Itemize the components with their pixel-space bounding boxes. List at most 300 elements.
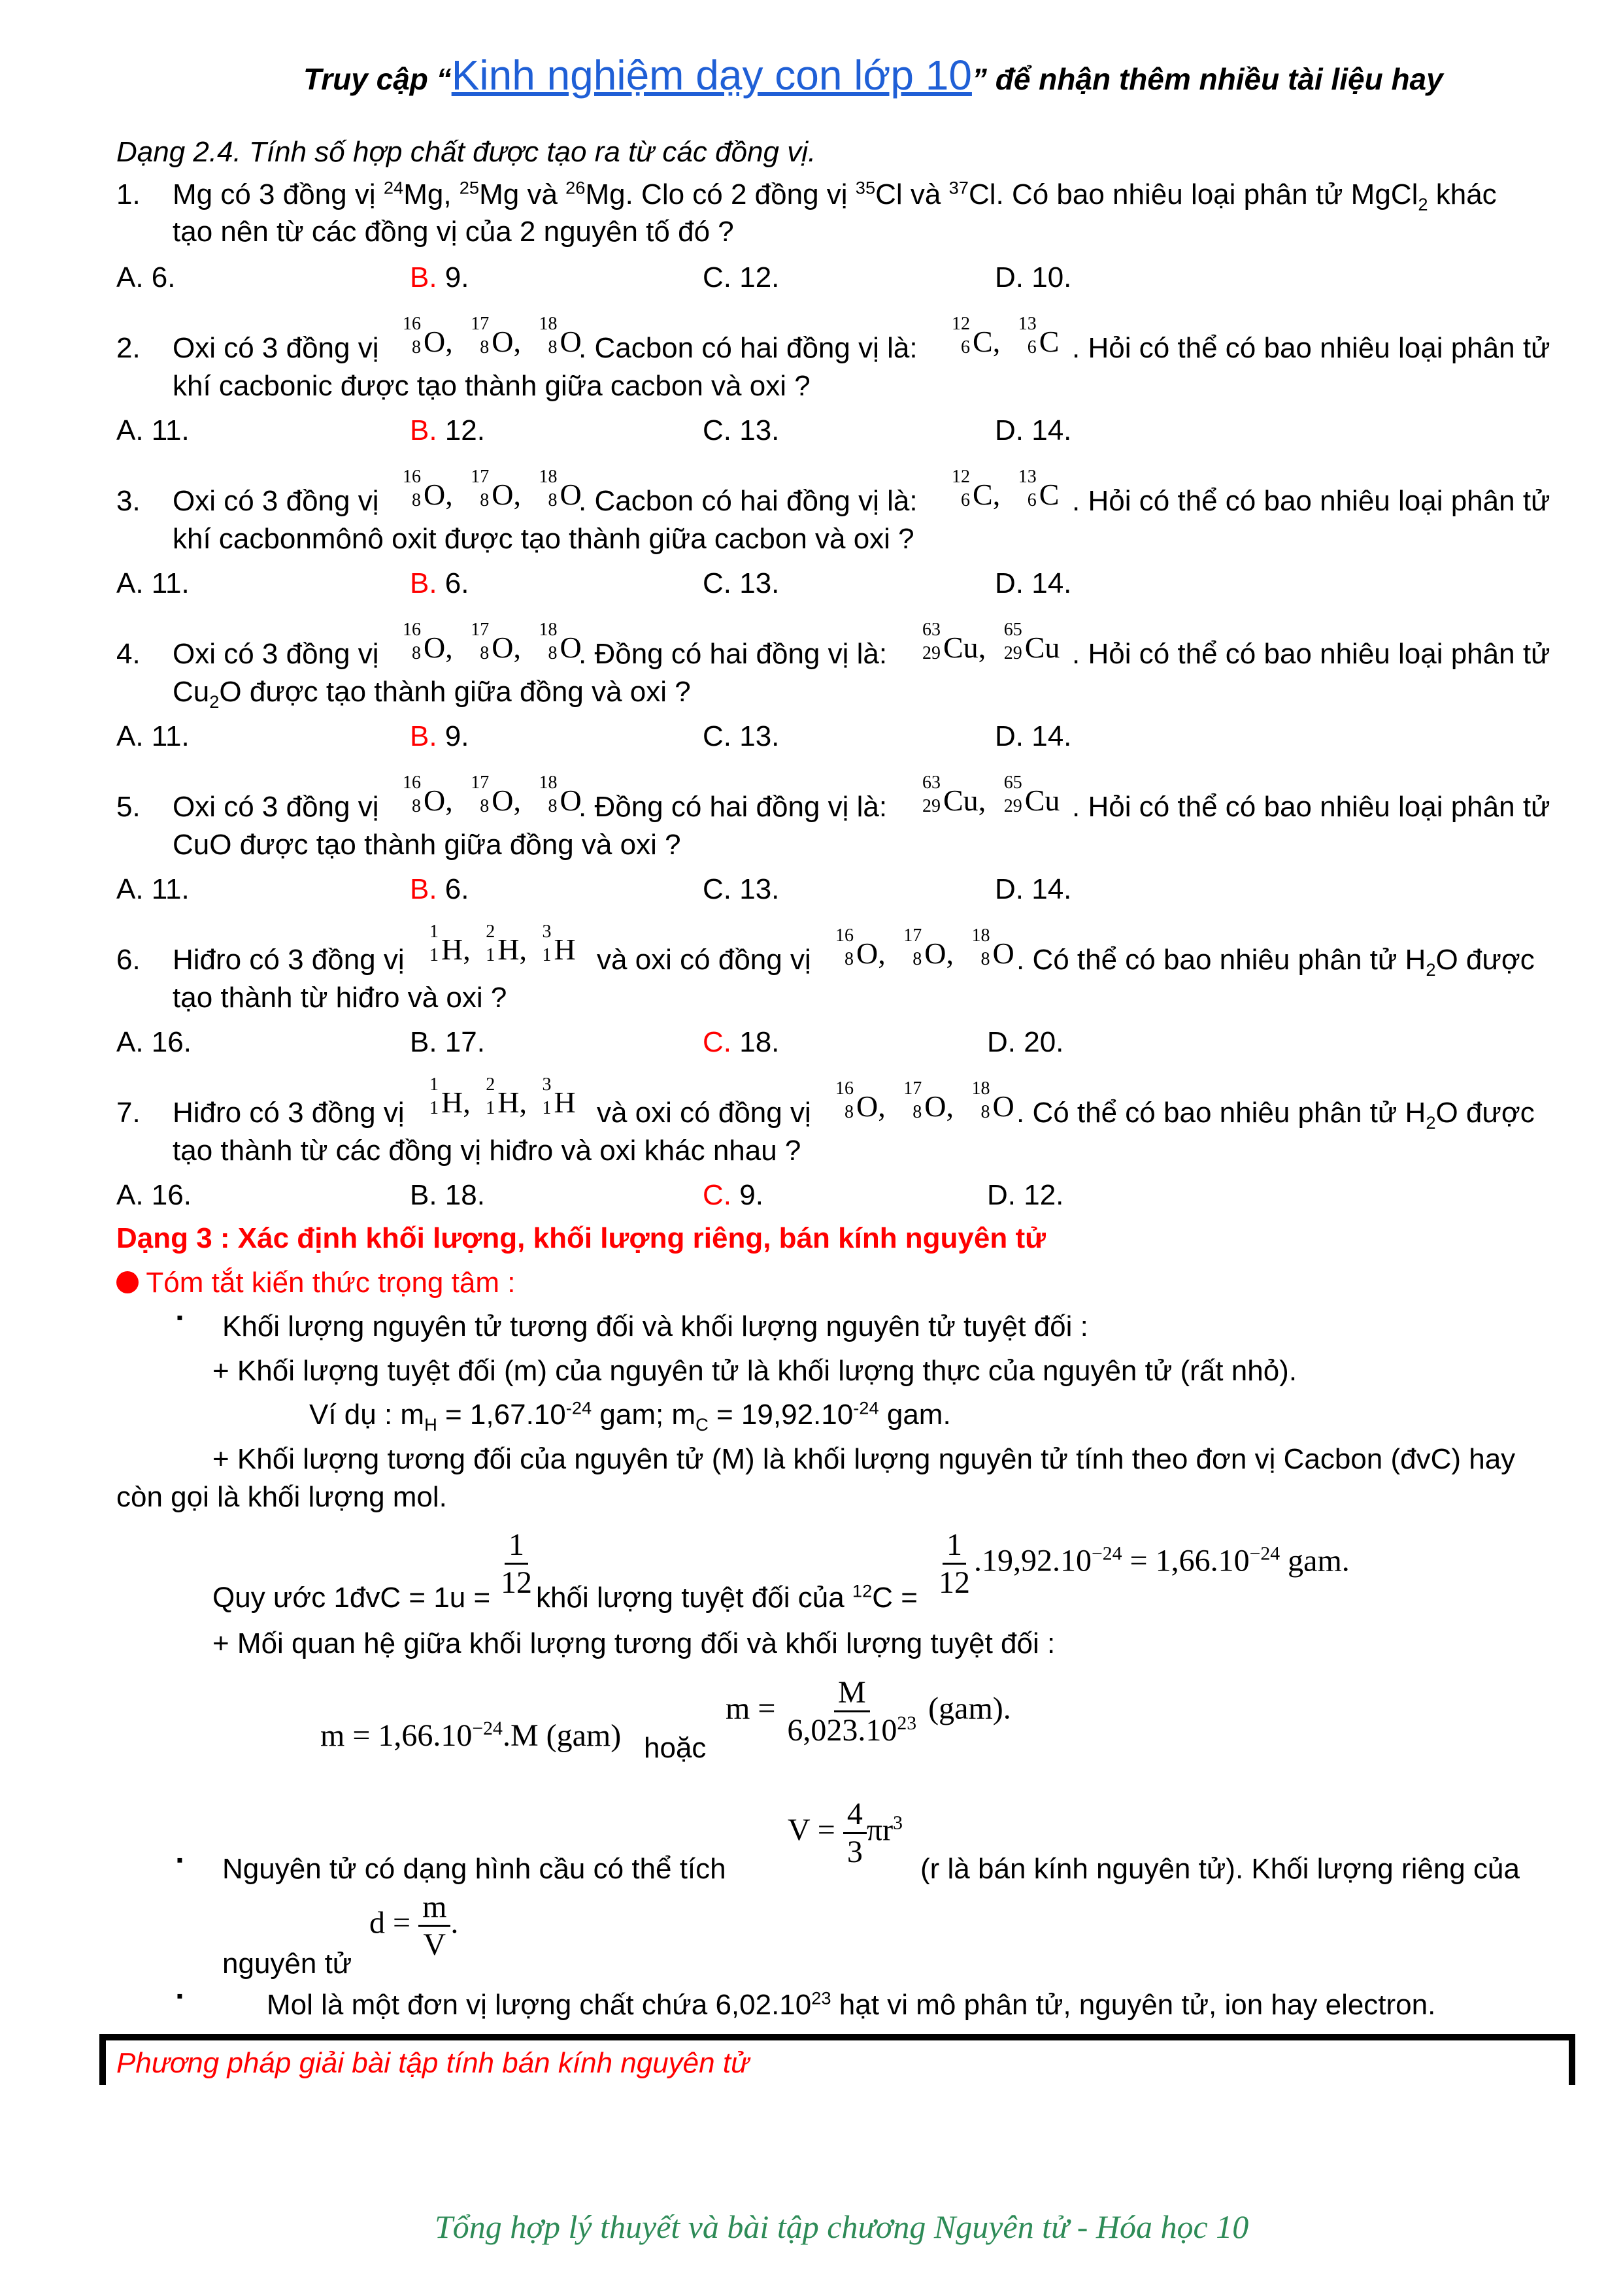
atomic-number: 6 [961,337,970,358]
nuclide-h1 [422,922,441,967]
q7-answer-b: B. 18. [410,1179,485,1211]
example-line [309,1397,951,1435]
atomic-number: 29 [1003,796,1022,816]
header-link[interactable]: Kinh nghiệm dạy con lớp 10 [451,52,972,99]
question-7-mid: và oxi có đồng vị [597,1097,811,1129]
nuclide-o17 [460,620,492,665]
bullet-2-text-c: nguyên tử [222,1948,352,1980]
atomic-number: 8 [480,490,490,510]
question-3-end: . Hỏi có thể có bao nhiêu loại phân tử [1072,485,1550,517]
q6-oxygen-isotopes: 16 8 O, 17 8 O, 18 8 O [825,932,1014,971]
nuclide-o18 [528,773,560,818]
element-symbol: Cu [1024,631,1060,664]
b3-exp: 23 [811,1988,831,2008]
conv-b: khối lượng tuyệt đối của [536,1582,852,1614]
convention-formula [935,1527,1350,1601]
method-box-right-border [1569,2034,1575,2085]
q1-text-3: . Có bao nhiêu loại phân tử MgCl [996,178,1418,210]
q1-answer-d: D. 10. [995,261,1072,293]
question-2-mid: . Cacbon có hai đồng vị là: [578,332,918,364]
q3-answer-b-text: 6. [437,567,469,599]
question-5-intro: Oxi có 3 đồng vị [173,791,379,823]
section-title: Dạng 2.4. Tính số hợp chất được tạo ra từ các đồng vị. [116,136,816,168]
nuclide-o16 [825,1078,856,1124]
q1-cl-1: Cl [875,178,903,210]
formula-2 [726,1674,1011,1748]
element-symbol: O [492,325,514,358]
convention-fraction-1 [497,1527,536,1601]
atomic-number: 29 [922,643,941,663]
nuclide-o18 [528,467,560,512]
element-symbol: Cu [943,784,979,817]
nuclide-c12 [941,314,973,359]
question-3-line-2: khí cacbonmônô oxit được tạo thành giữa cacbon và oxi ? [173,523,914,555]
atomic-number: 8 [548,490,558,510]
q4-cu: Cu [173,676,210,708]
q2-answer-c: C. 13. [703,414,780,446]
question-2-intro: Oxi có 3 đồng vị [173,332,379,364]
q1-sub: 2 [1418,193,1428,214]
f1-a: m = 1,66.10 [320,1718,473,1753]
question-6-number: 6. [116,944,141,976]
denominator: 12 [501,1565,532,1600]
atomic-number: 8 [480,796,490,816]
mass-number: 1 [429,922,439,942]
q2-answer-d: D. 14. [995,414,1072,446]
atomic-number: 8 [412,337,421,358]
mass-number: 17 [471,620,490,640]
question-2-number: 2. [116,332,141,364]
element-symbol: O [856,937,878,970]
q1-text-1: Mg có 3 đồng vị [173,178,384,210]
mass-number: 18 [539,620,558,640]
q7-end-b: O được [1435,1097,1535,1129]
den-a: 6,023.10 [787,1713,897,1748]
q3-oxygen-isotopes: 16 8 O, 17 8 O, 18 8 O [392,473,582,512]
q1-iso-2: 25 [459,177,480,198]
q6-end-b: O được [1435,944,1535,976]
element-symbol: Cu [1024,784,1060,817]
mass-number: 18 [971,925,990,946]
nuclide-o18 [528,314,560,359]
mass-number: 16 [403,620,421,640]
q2-answer-b [410,414,485,447]
q1-answer-b [410,261,469,294]
vol-lhs: V = [788,1812,843,1848]
q1-text-4: khác [1428,178,1497,210]
q5-answer-b-letter: B. [410,873,437,905]
q1-cl-iso-2: 37 [948,177,969,198]
page-header [303,51,1443,99]
q6-answer-b: B. 17. [410,1026,485,1058]
q6-sub: 2 [1426,959,1436,980]
q3-answer-d: D. 14. [995,567,1072,599]
q1-sep-2: và [519,178,566,210]
atomic-number: 1 [486,1098,495,1118]
numerator: M [834,1674,870,1712]
nuclide-c12 [941,467,973,512]
relative-mass-line-1: + Khối lượng tương đối của nguyên tử (M) là khối lượng nguyên tử tính theo đơn vị Cacbon (đvC) hay [212,1443,1516,1475]
dang3-title: Dạng 3 : Xác định khối lượng, khối lượng riêng, bán kính nguyên tử [116,1222,1046,1254]
example-exp-1: -24 [565,1397,592,1418]
q2-answer-b-text: 12. [437,414,485,446]
nuclide-cu65 [994,773,1025,818]
mass-number: 13 [1018,467,1037,487]
mass-number: 16 [835,1078,854,1099]
bullet-3: ▪ [176,1986,183,2006]
formula-1 [320,1718,621,1754]
q4-answer-a: A. 11. [116,720,190,752]
nuclide-o18 [961,925,992,971]
fraction [935,1527,974,1601]
atomic-number: 8 [845,949,854,969]
nuclide-c13 [1008,467,1039,512]
mass-number: 13 [1018,314,1037,334]
q5-answer-b-text: 6. [437,873,469,905]
q7-sub: 2 [1426,1112,1436,1133]
mass-number: 3 [542,922,552,942]
fraction [843,1796,867,1870]
atomic-number: 1 [486,945,495,965]
vol-exp: 3 [893,1812,903,1834]
atomic-number: 1 [542,1098,552,1118]
element-symbol: O [560,631,582,664]
q1-mg-1: Mg [403,178,444,210]
q5-answer-c: C. 13. [703,873,780,905]
bullet-2-text-b: (r là bán kính nguyên tử). Khối lượng riêng của [920,1853,1520,1885]
q5-answer-a: A. 11. [116,873,190,905]
conv-f-c: gam. [1280,1543,1350,1578]
conv-f-exp-2: −24 [1249,1542,1280,1565]
nuclide-h2 [478,1074,497,1120]
nuclide-o17 [893,1078,924,1124]
question-6-mid: và oxi có đồng vị [597,944,811,976]
element-symbol: H [441,933,463,966]
q5-answer-d: D. 14. [995,873,1072,905]
q5-copper-isotopes: 63 29 Cu, 65 29 Cu [912,779,1060,818]
question-6-intro: Hiđro có 3 đồng vị [173,944,405,976]
nuclide-h3 [534,1074,554,1120]
element-symbol: O [424,325,446,358]
nuclide-o16 [825,925,856,971]
element-symbol: O [492,478,514,511]
nuclide-o18 [528,620,560,665]
q1-cl-2: Cl [968,178,996,210]
numerator: 4 [843,1796,867,1834]
or-text: hoặc [644,1732,707,1764]
example-c: gam; m [592,1399,696,1431]
q7-hydrogen-isotopes: 1 1 H, 2 1 H, 3 1 H [422,1081,576,1120]
atomic-number: 29 [922,796,941,816]
red-dot-icon [116,1271,139,1293]
mass-number: 18 [971,1078,990,1099]
dens-end: . [450,1905,459,1940]
mass-number: 16 [403,773,421,793]
atomic-number: 8 [912,1102,922,1122]
mass-number: 18 [539,773,558,793]
q2-answer-b-letter: B. [410,414,437,446]
element-symbol: C [1039,478,1060,511]
example-exp-2: -24 [853,1397,879,1418]
header-suffix: ” để nhận thêm nhiều tài liệu hay [971,62,1443,96]
den-exp: 23 [897,1712,917,1734]
q4-sub: 2 [209,691,220,712]
example-e: gam. [878,1399,951,1431]
mass-number: 3 [542,1074,552,1095]
nuclide-o17 [460,773,492,818]
q6-answer-a: A. 16. [116,1026,192,1058]
atomic-number: 8 [480,337,490,358]
element-symbol: O [992,937,1014,970]
question-4-line-2 [173,676,691,712]
bullet-3-text [267,1989,1435,2021]
mass-number: 12 [952,467,970,487]
summary-text: Tóm tắt kiến thức trọng tâm : [139,1267,516,1299]
question-3-mid: . Cacbon có hai đồng vị là: [578,485,918,517]
q2-answer-a: A. 11. [116,414,190,446]
atomic-number: 6 [1027,490,1037,510]
mass-number: 63 [922,620,941,640]
element-symbol: H [441,1086,463,1119]
question-3-intro: Oxi có 3 đồng vị [173,485,379,517]
q6-hydrogen-isotopes: 1 1 H, 2 1 H, 3 1 H [422,928,576,967]
f1-exp: −24 [472,1718,503,1739]
q5-answer-b [410,873,469,906]
mass-number: 65 [1003,620,1022,640]
q6-end-a: . Có thể có bao nhiêu phân tử H [1016,944,1426,976]
element-symbol: Cu [943,631,979,664]
element-symbol: O [992,1090,1014,1123]
q7-oxygen-isotopes: 16 8 O, 17 8 O, 18 8 O [825,1085,1014,1124]
mass-number: 2 [486,1074,495,1095]
q1-iso-1: 24 [383,177,404,198]
numerator: 1 [943,1527,966,1565]
q3-answer-c: C. 13. [703,567,780,599]
question-6-line-2: tạo thành từ hiđro và oxi ? [173,982,507,1014]
q3-carbon-isotopes: 12 6 C, 13 6 C [941,473,1059,512]
question-7-end [1016,1097,1535,1133]
atomic-number: 8 [912,949,922,969]
atomic-number: 8 [412,643,421,663]
question-5-number: 5. [116,791,141,823]
conv-c: C = [872,1582,918,1614]
atomic-number: 1 [429,1098,439,1118]
q1-answer-a: A. 6. [116,261,176,293]
conv-c12: 12 [852,1580,873,1601]
atomic-number: 8 [548,337,558,358]
mass-number: 18 [539,467,558,487]
b3-a: Mol là một đơn vị lượng chất chứa 6,02.10 [267,1989,812,2021]
conv-f-b: = 1,66.10 [1122,1543,1250,1578]
q7-answer-c-text: 9. [731,1179,763,1211]
header-prefix: Truy cập “ [303,62,452,96]
atomic-number: 8 [412,490,421,510]
atomic-number: 8 [845,1102,854,1122]
q6-answer-c-text: 18. [731,1026,780,1058]
q1-mg-3: Mg [585,178,626,210]
element-symbol: C [973,478,993,511]
nuclide-o16 [392,467,424,512]
relative-mass-line-2: còn gọi là khối lượng mol. [116,1481,447,1513]
q4-answer-b-text: 9. [437,720,469,752]
atomic-number: 8 [980,949,990,969]
question-2-end: . Hỏi có thể có bao nhiêu loại phân tử [1072,332,1550,364]
element-symbol: H [554,933,576,966]
question-4-number: 4. [116,638,141,670]
denominator: 12 [939,1565,970,1600]
q6-answer-c-letter: C. [703,1026,731,1058]
mass-number: 65 [1003,773,1022,793]
mass-number: 16 [403,467,421,487]
element-symbol: O [424,631,446,664]
mass-number: 12 [952,314,970,334]
bullet-2-text-a: Nguyên tử có dạng hình cầu có thể tích [222,1853,726,1885]
q1-answer-b-letter: B. [410,261,437,293]
question-4-mid: . Đồng có hai đồng vị là: [578,638,888,670]
conv-f-a: .19,92.10 [974,1543,1092,1578]
atomic-number: 8 [548,796,558,816]
element-symbol: C [1039,325,1060,358]
question-4-end: . Hỏi có thể có bao nhiêu loại phân tử [1072,638,1550,670]
example-sub-c: C [695,1414,709,1435]
q4-answer-d: D. 14. [995,720,1072,752]
mass-number: 17 [471,467,490,487]
q4-answer-c: C. 13. [703,720,780,752]
q3-answer-b [410,567,469,600]
q1-sep-1: , [443,178,460,210]
nuclide-o16 [392,314,424,359]
nuclide-cu65 [994,620,1025,665]
convention-text-a: Quy ước 1đvC = 1u = [212,1582,491,1614]
f2-lhs: m = [726,1691,784,1726]
example-b: = 1,67.10 [437,1399,566,1431]
nuclide-o17 [460,467,492,512]
bullet-1: ▪ [176,1307,183,1327]
atomic-number: 29 [1003,643,1022,663]
example-d: = 19,92.10 [708,1399,854,1431]
question-5-line-2: CuO được tạo thành giữa đồng và oxi ? [173,829,681,861]
page-footer: Tổng hợp lý thuyết và bài tập chương Nguyên tử - Hóa học 10 [435,2208,1249,2245]
q4-copper-isotopes: 63 29 Cu, 65 29 Cu [912,626,1060,665]
question-7-intro: Hiđro có 3 đồng vị [173,1097,405,1129]
method-heading: Phương pháp giải bài tập tính bán kính nguyên tử [116,2047,749,2079]
q7-answer-c-letter: C. [703,1179,731,1211]
denominator: V [423,1927,446,1962]
question-5-end: . Hỏi có thể có bao nhiêu loại phân tử [1072,791,1550,823]
q4-answer-b-letter: B. [410,720,437,752]
nuclide-o16 [392,773,424,818]
f2-rhs: (gam). [920,1691,1011,1726]
question-1-line-1 [173,177,1497,214]
nuclide-o16 [392,620,424,665]
element-symbol: O [856,1090,878,1123]
q1-answer-b-text: 9. [437,261,469,293]
numerator: m [418,1889,450,1927]
q1-mg-2: Mg [479,178,520,210]
question-7-number: 7. [116,1097,141,1129]
example-a: Ví dụ : m [309,1399,425,1431]
element-symbol: H [497,933,520,966]
mass-number: 2 [486,922,495,942]
q4-oxygen-isotopes: 16 8 O, 17 8 O, 18 8 O [392,626,582,665]
q3-answer-b-letter: B. [410,567,437,599]
question-4-intro: Oxi có 3 đồng vị [173,638,379,670]
q4-line2-rest: O được tạo thành giữa đồng và oxi ? [219,676,691,708]
vol-rhs: πr [866,1812,894,1848]
element-symbol: C [973,325,993,358]
absolute-mass-text: + Khối lượng tuyệt đối (m) của nguyên tử là khối lượng thực của nguyên tử (rất nhỏ). [212,1355,1297,1387]
atomic-number: 6 [1027,337,1037,358]
element-symbol: O [560,325,582,358]
q7-answer-a: A. 16. [116,1179,192,1211]
bullet-2: ▪ [176,1850,183,1870]
q6-answer-d: D. 20. [987,1026,1064,1058]
mass-number: 17 [471,773,490,793]
nuclide-c13 [1008,314,1039,359]
dens-lhs: d = [369,1905,419,1940]
mass-number: 63 [922,773,941,793]
b3-b: hạt vi mô phân tử, nguyên tử, ion hay electron. [831,1989,1436,2021]
mass-number: 18 [539,314,558,334]
element-symbol: O [560,784,582,817]
question-2-line-2: khí cacbonic được tạo thành giữa cacbon và oxi ? [173,370,811,402]
atomic-number: 8 [980,1102,990,1122]
element-symbol: O [560,478,582,511]
element-symbol: H [554,1086,576,1119]
element-symbol: H [497,1086,520,1119]
q1-sep-3: và [902,178,949,210]
volume-formula [788,1796,903,1870]
atomic-number: 8 [548,643,558,663]
element-symbol: O [424,784,446,817]
q1-text-2: . Clo có 2 đồng vị [625,178,856,210]
element-symbol: O [924,1090,946,1123]
relation-text: + Mối quan hệ giữa khối lượng tương đối và khối lượng tuyệt đối : [212,1627,1056,1659]
mass-number: 17 [903,925,922,946]
numerator: 1 [505,1527,528,1565]
question-3-number: 3. [116,485,141,517]
summary-heading [116,1267,515,1299]
denominator: 3 [846,1835,863,1869]
mass-number: 16 [835,925,854,946]
atomic-number: 8 [480,643,490,663]
q1-cl-iso-1: 35 [855,177,876,198]
nuclide-h2 [478,922,497,967]
question-6-end [1016,944,1535,980]
q1-iso-3: 26 [565,177,586,198]
convention-text-b [536,1582,918,1614]
nuclide-o17 [460,314,492,359]
q4-answer-b [410,720,469,753]
q3-answer-a: A. 11. [116,567,190,599]
element-symbol: O [492,784,514,817]
question-7-line-2: tạo thành từ các đồng vị hiđro và oxi khác nhau ? [173,1135,801,1167]
example-sub-h: H [424,1414,437,1435]
nuclide-h3 [534,922,554,967]
question-1-line-2: tạo nên từ các đồng vị của 2 nguyên tố đó ? [173,216,734,248]
element-symbol: O [492,631,514,664]
atomic-number: 6 [961,490,970,510]
mass-number: 16 [403,314,421,334]
q7-answer-c [703,1179,763,1212]
q1-answer-c: C. 12. [703,261,780,293]
fraction [497,1527,536,1601]
element-symbol: O [424,478,446,511]
conv-f-exp-1: −24 [1092,1542,1122,1565]
fraction [783,1674,920,1748]
q7-answer-d: D. 12. [987,1179,1064,1211]
element-symbol: O [924,937,946,970]
